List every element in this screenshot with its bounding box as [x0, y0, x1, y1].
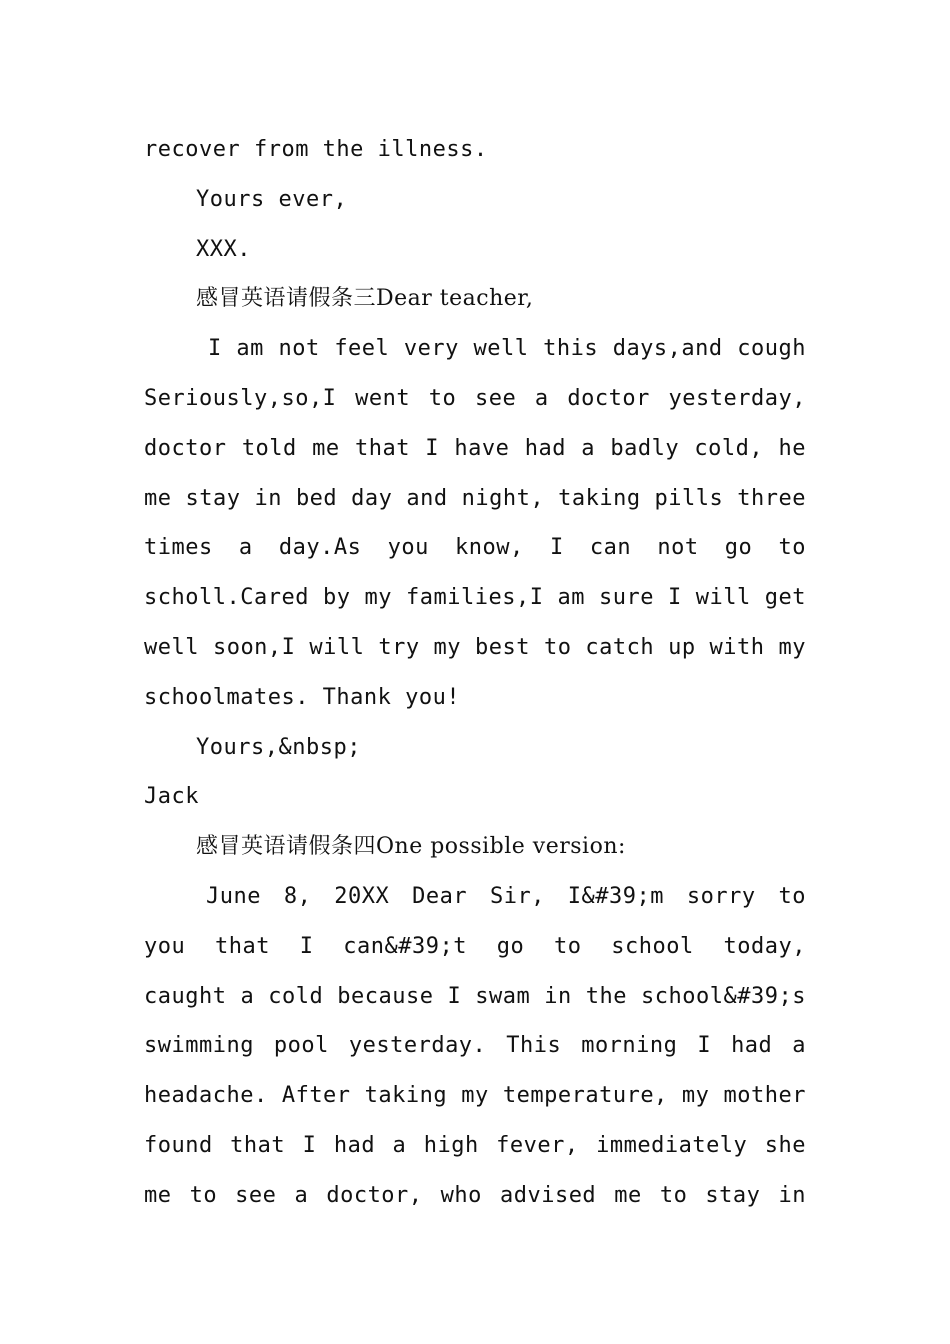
text-line: swimming pool yesterday. This morning I had a	[144, 1033, 806, 1059]
text-line: I am not feel very well this days,and cough	[208, 336, 806, 362]
text-line: recover from the illness.	[144, 137, 488, 162]
text-line: Seriously,so,I went to see a doctor yesterday,	[144, 385, 806, 411]
text-line: times a day.As you know, I can not go to	[144, 535, 806, 561]
signature-line: Jack	[144, 784, 199, 810]
text-line: found that I had a high fever, immediately she	[144, 1132, 806, 1158]
text-line: scholl.Cared by my families,I am sure I will get	[144, 585, 806, 611]
text-line: schoolmates. Thank you!	[144, 684, 461, 710]
text-line: me stay in bed day and night, taking pills three	[144, 485, 806, 511]
text-line: me to see a doctor, who advised me to stay in	[144, 1182, 806, 1208]
text-line: headache. After taking my temperature, my mother	[144, 1083, 806, 1109]
document-body	[144, 125, 806, 1221]
section-heading-3: 感冒英语请假条三Dear teacher,	[196, 286, 534, 312]
closing-line: Yours ever,	[196, 186, 348, 212]
signature-line: XXX.	[196, 236, 251, 262]
text-line: doctor told me that I have had a badly cold, he	[144, 435, 806, 461]
text-line: well soon,I will try my best to catch up with my	[144, 634, 806, 660]
text-line: caught a cold because I swam in the school&#39;s	[144, 983, 806, 1009]
closing-line: Yours,&nbsp;	[196, 734, 361, 760]
section-heading-4: 感冒英语请假条四One possible version:	[196, 834, 626, 860]
text-line: you that I can&#39;t go to school today,	[144, 933, 806, 959]
text-line: June 8, 20XX Dear Sir, I&#39;m sorry to	[206, 883, 806, 909]
